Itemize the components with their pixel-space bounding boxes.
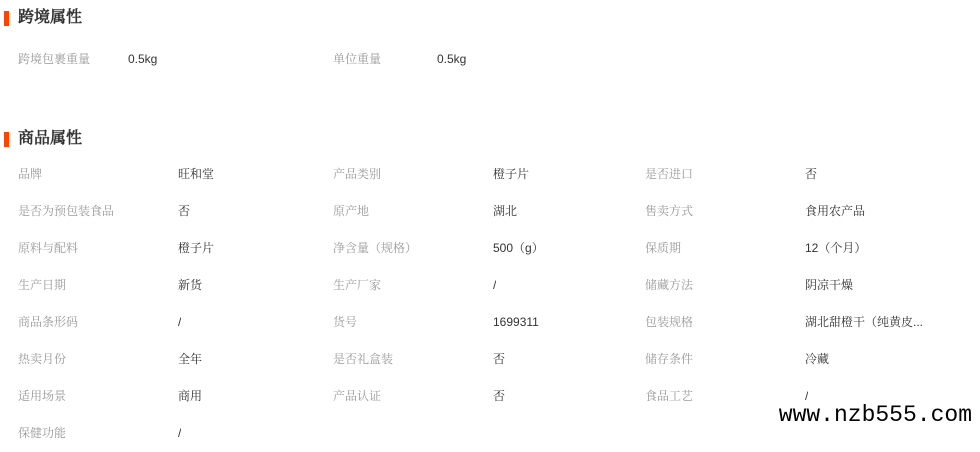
attr-item <box>333 40 645 77</box>
attr-label: 生产厂家 <box>333 278 382 292</box>
attr-value: 食用农产品 <box>805 204 866 218</box>
attr-label: 保质期 <box>645 241 682 255</box>
attr-value: 否 <box>805 167 818 181</box>
attr-label: 商品条形码 <box>18 315 79 329</box>
attr-value: 500（g） <box>493 241 544 255</box>
attr-label: 食品工艺 <box>645 389 694 403</box>
attr-value: 0.5kg <box>437 51 467 66</box>
attr-label: 货号 <box>333 315 358 329</box>
section-title: 跨境属性 <box>18 9 83 26</box>
attr-item <box>645 155 980 192</box>
attr-value: / <box>805 388 809 403</box>
attr-item <box>333 266 645 303</box>
attr-item <box>333 377 645 414</box>
attr-item <box>18 414 333 451</box>
attr-item <box>333 229 645 266</box>
attr-value: 否 <box>178 204 191 218</box>
attr-label: 原料与配料 <box>18 241 79 255</box>
attr-label: 热卖月份 <box>18 352 67 366</box>
attr-item <box>645 229 980 266</box>
attr-item-empty <box>645 40 980 77</box>
section-header <box>4 131 980 147</box>
section-accent-bar <box>4 132 9 147</box>
attr-item <box>333 192 645 229</box>
attr-value: 冷藏 <box>805 352 830 366</box>
attr-label: 是否进口 <box>645 167 694 181</box>
attr-label: 净含量（规格） <box>333 241 418 255</box>
attr-label: 是否为预包装食品 <box>18 204 115 218</box>
attr-item <box>645 340 980 377</box>
attr-label: 品牌 <box>18 167 43 181</box>
section-crossborder <box>0 0 980 77</box>
section-title: 商品属性 <box>18 130 83 147</box>
attr-label: 保健功能 <box>18 426 67 440</box>
attr-item <box>18 303 333 340</box>
attr-value: 旺和堂 <box>178 167 215 181</box>
attr-value: 新货 <box>178 278 203 292</box>
attr-item <box>645 303 980 340</box>
attr-value: 商用 <box>178 389 203 403</box>
attr-item <box>333 155 645 192</box>
attr-label: 储藏方法 <box>645 278 694 292</box>
attr-item <box>18 155 333 192</box>
attr-item <box>645 192 980 229</box>
attr-value: 0.5kg <box>128 51 158 66</box>
attr-label: 储存条件 <box>645 352 694 366</box>
attr-item <box>18 192 333 229</box>
attr-value: 橙子片 <box>178 241 215 255</box>
attr-label: 产品类别 <box>333 167 382 181</box>
attr-value: 橙子片 <box>493 167 530 181</box>
attr-value: 12（个月） <box>805 241 867 255</box>
attr-item <box>18 377 333 414</box>
attr-value: 全年 <box>178 352 203 366</box>
attr-item <box>18 40 333 77</box>
section-header <box>4 10 980 26</box>
attr-item <box>18 266 333 303</box>
attr-label: 原产地 <box>333 204 370 218</box>
attr-item <box>645 266 980 303</box>
section-accent-bar <box>4 11 9 26</box>
attr-label: 生产日期 <box>18 278 67 292</box>
attr-item <box>18 229 333 266</box>
attr-value: 湖北 <box>493 204 518 218</box>
watermark: www.nzb555.com <box>778 402 972 428</box>
attr-label: 跨境包裹重量 <box>18 52 91 66</box>
attr-value: 1699311 <box>493 314 539 329</box>
attr-item <box>333 303 645 340</box>
attr-value: 否 <box>493 389 506 403</box>
attr-label: 适用场景 <box>18 389 67 403</box>
attr-label: 包装规格 <box>645 315 694 329</box>
attr-label: 单位重量 <box>333 52 382 66</box>
attr-item <box>333 340 645 377</box>
attr-value: 湖北甜橙干（纯黄皮... <box>805 315 924 329</box>
crossborder-attr-grid <box>18 40 980 77</box>
attr-value: 阴凉干燥 <box>805 278 854 292</box>
attr-label: 产品认证 <box>333 389 382 403</box>
attr-value: 否 <box>493 352 506 366</box>
attr-label: 售卖方式 <box>645 204 694 218</box>
attr-value: / <box>493 277 497 292</box>
attr-label: 是否礼盒装 <box>333 352 394 366</box>
attr-item <box>18 340 333 377</box>
attr-value: / <box>178 425 182 440</box>
attr-value: / <box>178 314 182 329</box>
